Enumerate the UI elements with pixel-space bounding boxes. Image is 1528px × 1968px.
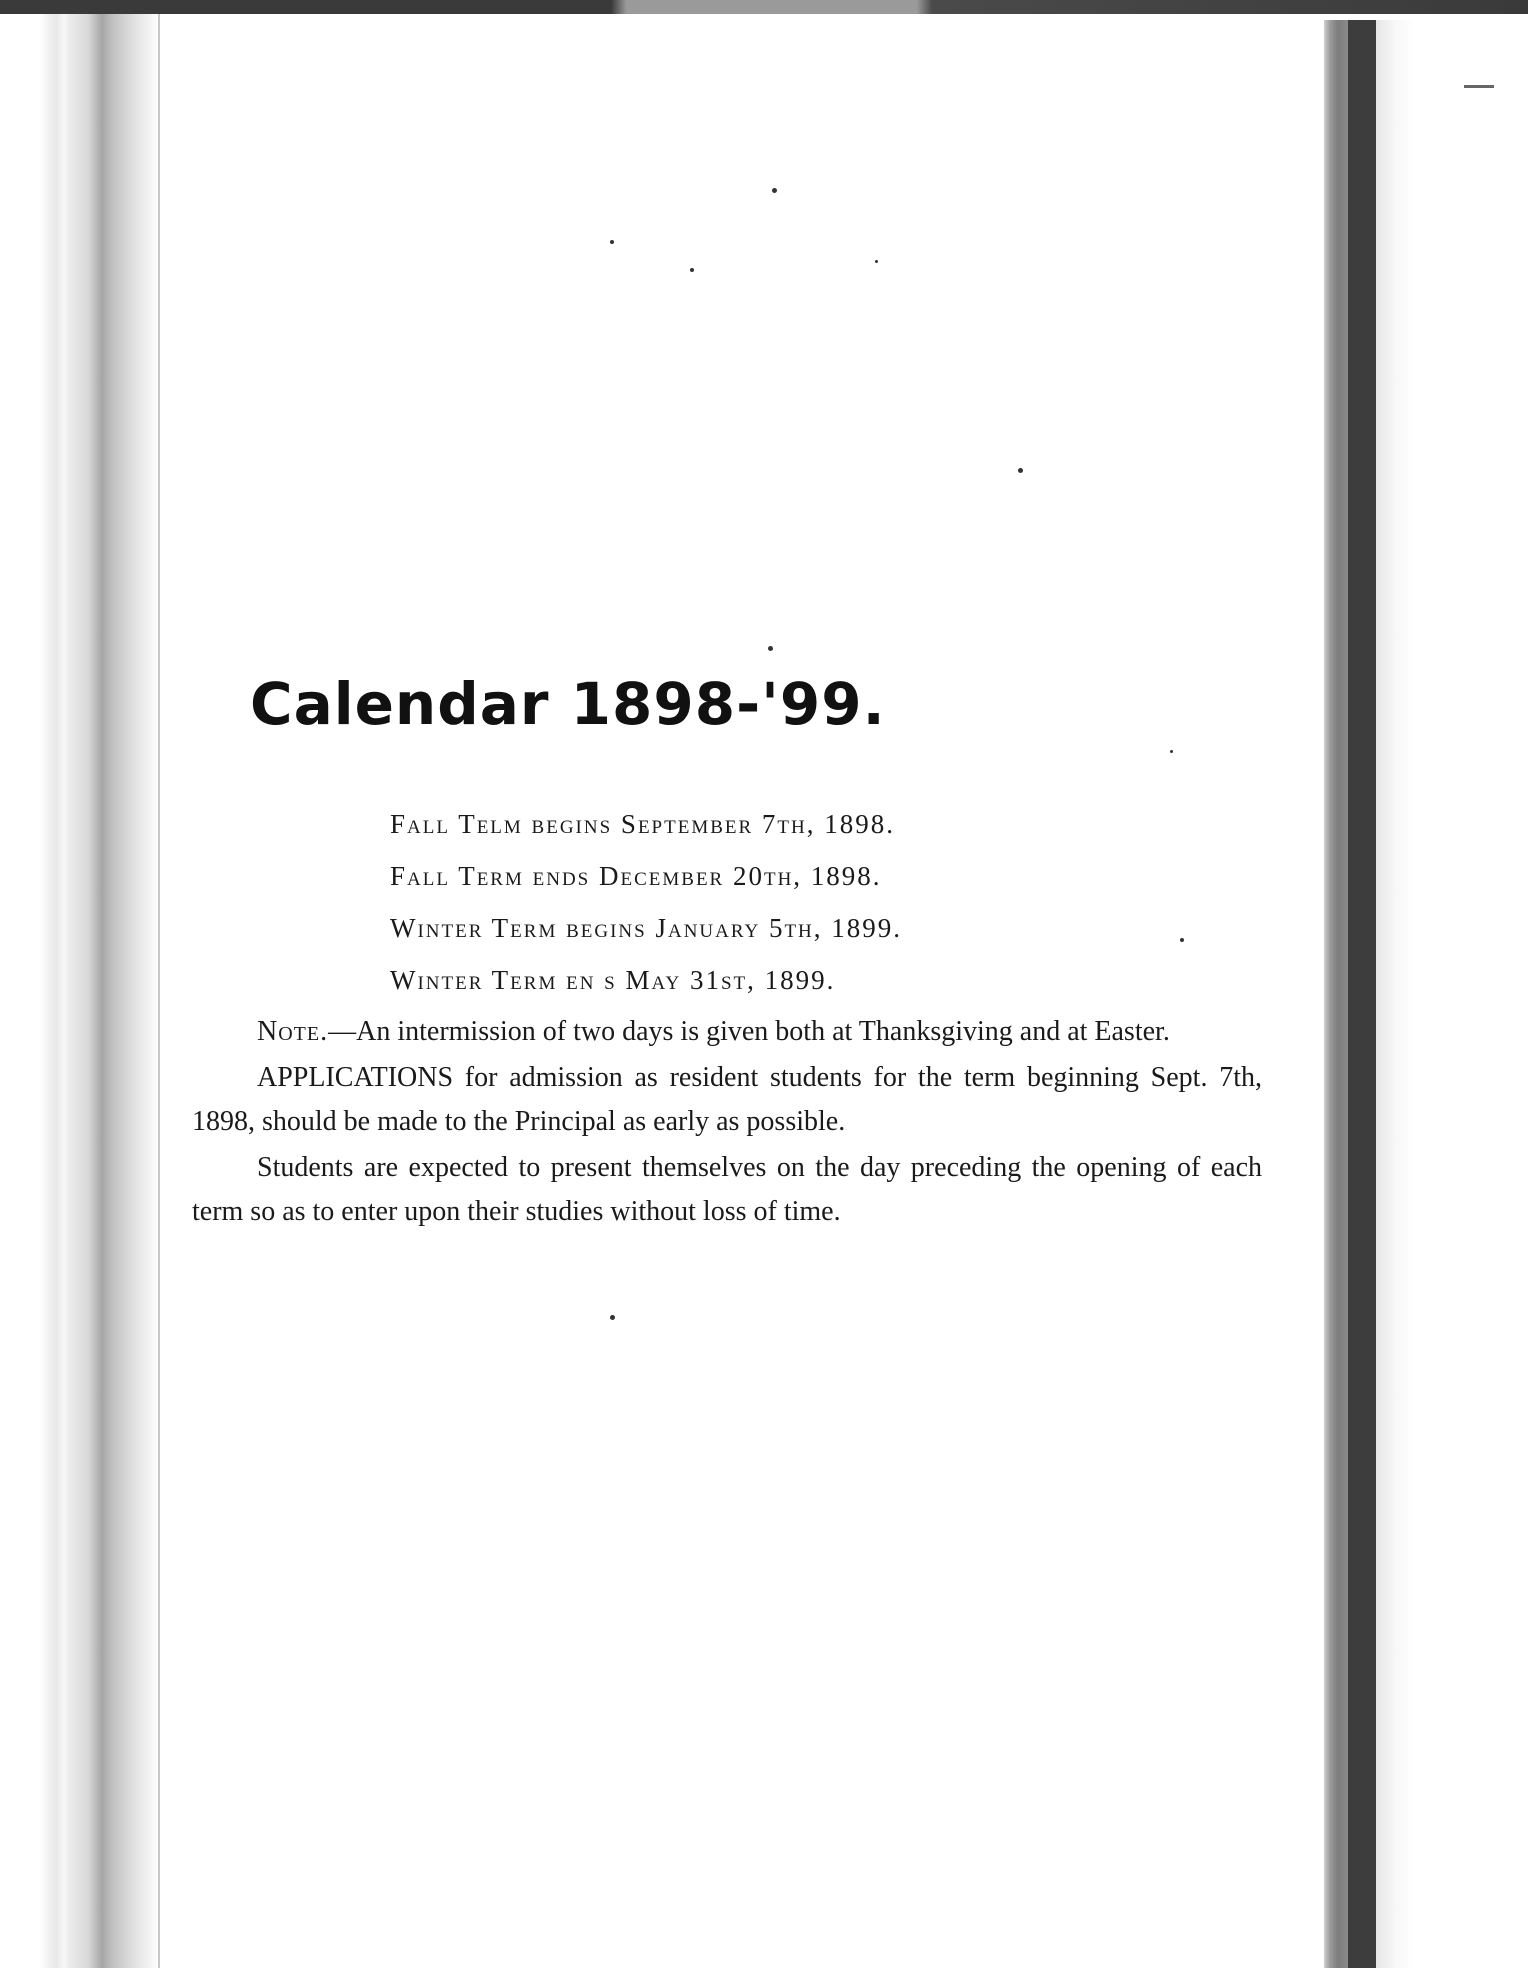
scan-speck	[1170, 750, 1173, 753]
page-title: Calendar 1898-'99.	[250, 670, 886, 738]
scan-speck	[610, 1315, 615, 1320]
term-date-line: Winter Term begins January 5th, 1899.	[390, 913, 903, 943]
facing-page-edge	[1376, 20, 1528, 1968]
book-gutter-shadow	[1348, 20, 1376, 1968]
body-text	[192, 1010, 1262, 1236]
applications-lead: APPLICATIONS	[257, 1062, 454, 1093]
note-lead: Note.	[257, 1016, 329, 1047]
scan-speck	[772, 188, 777, 193]
term-date-line: Fall Term ends December 20th, 1898.	[390, 861, 882, 891]
term-dates-list	[390, 798, 902, 1006]
note-paragraph	[192, 1010, 1262, 1054]
scan-speck	[1180, 938, 1184, 942]
scan-top-border	[0, 0, 1528, 14]
page-edge-stack	[40, 14, 160, 1968]
applications-paragraph	[192, 1056, 1262, 1144]
term-date-line: Winter Term en s May 31st, 1899.	[390, 965, 836, 995]
facing-page-mark	[1464, 85, 1494, 88]
scan-speck	[690, 268, 694, 272]
scan-speck	[610, 240, 614, 244]
note-text: —An intermission of two days is given both at Thanksgiving and at Easter.	[328, 1016, 1170, 1047]
scan-speck	[768, 646, 773, 651]
book-gutter	[1324, 20, 1348, 1968]
scan-speck	[875, 260, 878, 263]
term-date-line: Fall Telm begins September 7th, 1898.	[390, 809, 895, 839]
calendar-page	[160, 20, 1324, 1968]
applications-text: for admission as resident students for the term beginning Sept. 7th, 1898, should be made to the Principal as early as possible.	[192, 1062, 1262, 1137]
students-paragraph: Students are expected to present themselves on the day preceding the opening of each term so as to enter upon their studies without loss of time.	[192, 1152, 1262, 1227]
scan-speck	[1018, 468, 1023, 473]
